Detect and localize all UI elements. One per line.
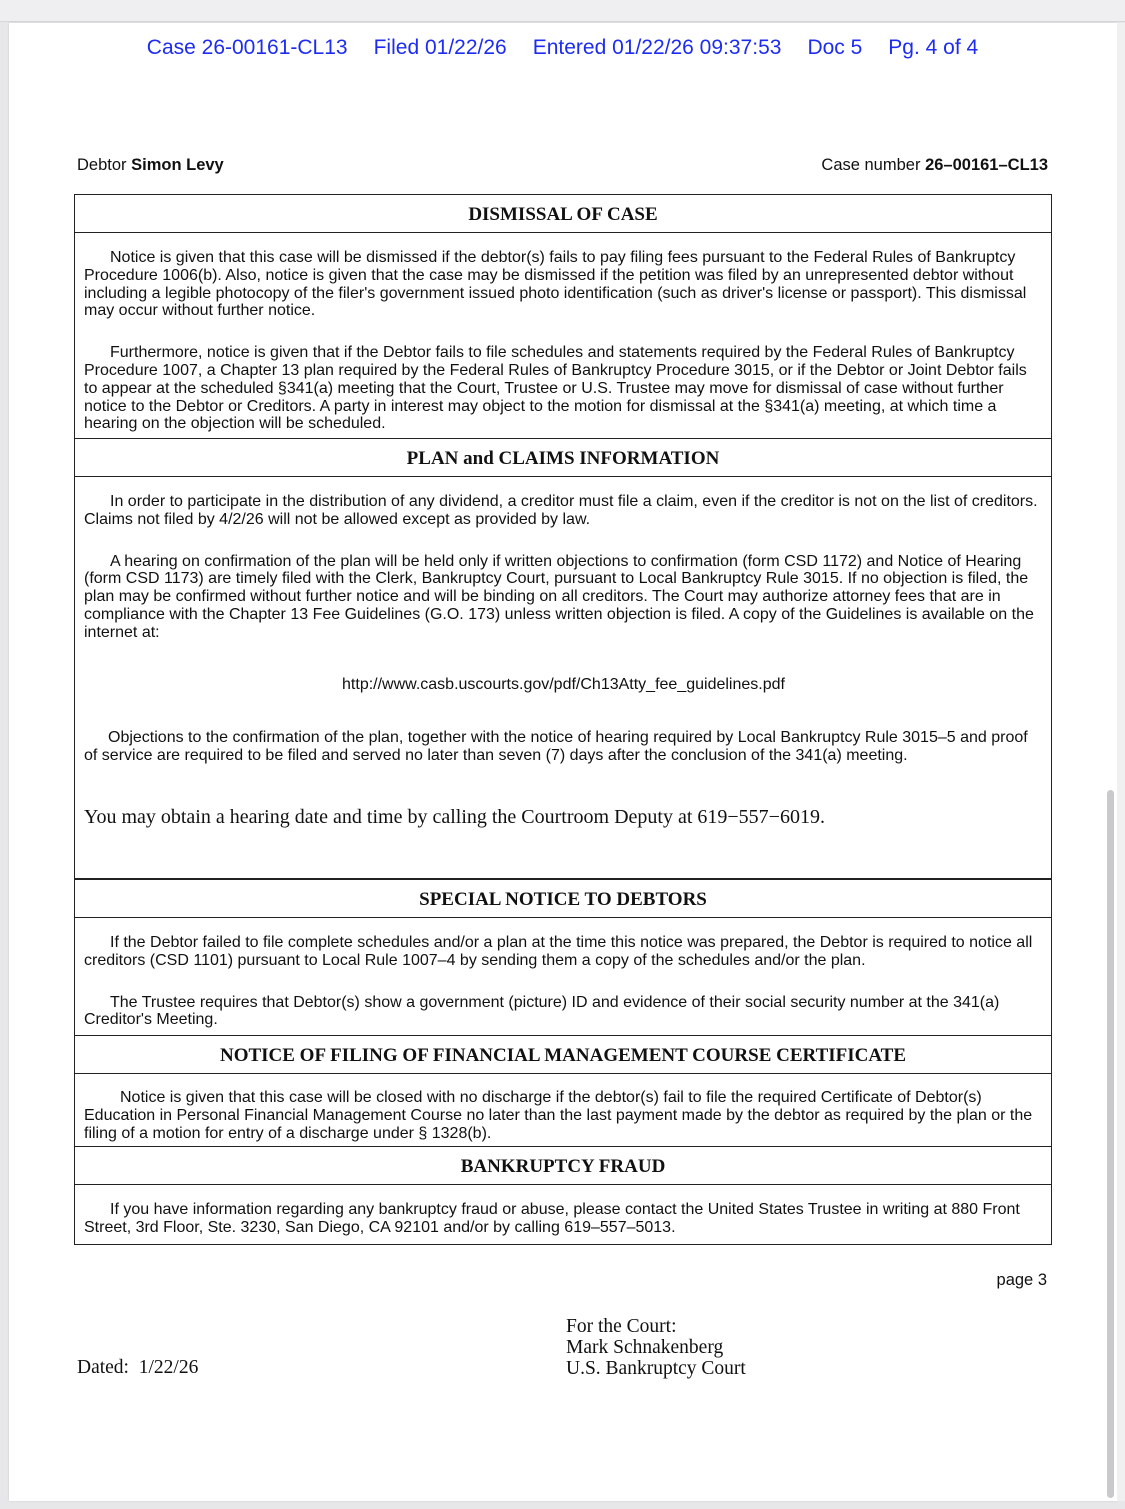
scrollbar-track — [1117, 23, 1125, 1501]
dismissal-paragraph-2: Furthermore, notice is given that if the Debtor fails to file schedules and statements required by the Federal Rules of Bankruptcy Procedure 1007, a Chapter 13 plan required by the Federal Rules of Bankruptcy Procedure 3015, or if the Debtor or Joint Debtor fails to appear at the scheduled §341(a) meeting that the Court, Trustee or U.S. Trustee may move for dismissal of case without further notice to the Debtor or Creditors. A party in interest may object to the motion for dismissal at the §341(a) meeting, at which time a hearing on the objection will be scheduled. — [84, 344, 1027, 433]
special-notice-heading: SPECIAL NOTICE TO DEBTORS — [75, 880, 1051, 918]
plan-claims-section — [74, 439, 1052, 879]
page-number-label: page 3 — [996, 1271, 1047, 1289]
course-certificate-heading: NOTICE OF FILING OF FINANCIAL MANAGEMENT COURSE CERTIFICATE — [75, 1036, 1051, 1074]
dismissal-heading: DISMISSAL OF CASE — [75, 195, 1051, 233]
special-paragraph-1: If the Debtor failed to file complete schedules and/or a plan at the time this notice was prepared, the Debtor is required to notice all creditors (CSD 1101) pursuant to Local Rule 1007–4 by sending them a copy of the schedules and/or the plan. — [84, 934, 1033, 969]
special-paragraph-2: The Trustee requires that Debtor(s) show a government (picture) ID and evidence of their social security number at the 341(a) Creditor's Meeting. — [84, 993, 1000, 1029]
bankruptcy-fraud-heading: BANKRUPTCY FRAUD — [75, 1147, 1051, 1185]
debtor-label: Debtor — [77, 156, 127, 174]
viewer-toolbar — [0, 0, 1125, 22]
scrollbar-thumb[interactable] — [1107, 790, 1114, 1498]
stamp-page: Pg. 4 of 4 — [888, 36, 979, 59]
hearing-date-line: You may obtain a hearing date and time by calling the Courtroom Deputy at 619−557−6019. — [84, 805, 825, 828]
signature-line-2: Mark Schnakenberg — [566, 1337, 724, 1358]
bankruptcy-fraud-section — [74, 1147, 1052, 1245]
debtor-name: Simon Levy — [131, 156, 224, 174]
fee-guidelines-link[interactable]: http://www.casb.uscourts.gov/pdf/Ch13Atty_fee_guidelines.pdf — [342, 675, 785, 693]
course-paragraph: Notice is given that this case will be closed with no discharge if the debtor(s) fail to file the required Certificate of Debtor(s) Education in Personal Financial Management Course no later than the last payment made by the debtor as required by the plan or the filing of a motion for entry of a discharge under § 1328(b). — [84, 1089, 1033, 1142]
special-notice-section — [74, 879, 1052, 1036]
plan-paragraph-3: Objections to the confirmation of the plan, together with the notice of hearing required by Local Bankruptcy Rule 3015–5 and proof of service are required to be filed and served no later than seven (7) days after the conclusion of the 341(a) meeting. — [84, 729, 1028, 765]
stamp-entered: Entered 01/22/26 09:37:53 — [532, 36, 782, 59]
case-number-value: 26–00161–CL13 — [925, 156, 1048, 174]
court-filing-stamp — [0, 36, 1125, 60]
case-number-line — [821, 156, 1048, 175]
case-number-label: Case number — [821, 156, 921, 174]
dated-label: Dated: — [77, 1357, 129, 1378]
fraud-paragraph: If you have information regarding any bankruptcy fraud or abuse, please contact the United States Trustee in writing at 880 Front Street, 3rd Floor, Ste. 3230, San Diego, CA 92101 and/or by calling 619–557–5013. — [84, 1201, 1020, 1236]
debtor-line — [77, 156, 224, 175]
dismissal-section — [74, 194, 1052, 439]
signature-line-3: U.S. Bankruptcy Court — [566, 1358, 746, 1379]
dated-value: 1/22/26 — [138, 1357, 199, 1378]
court-signature-block — [566, 1316, 746, 1379]
dated-line — [77, 1357, 198, 1379]
dismissal-paragraph-1: Notice is given that this case will be dismissed if the debtor(s) fails to pay filing fees pursuant to the Federal Rules of Bankruptcy Procedure 1006(b). Also, notice is given that the case may be dismissed if the petition was filed by an unrepresented debtor without including a legible photocopy of the filer's government issued photo identification (such as driver's license or passport). This dismissal may occur without further notice. — [84, 249, 1027, 320]
plan-paragraph-2: A hearing on confirmation of the plan will be held only if written objections to confirmation (form CSD 1172) and Notice of Hearing (form CSD 1173) are timely filed with the Clerk, Bankruptcy Court, pursuant to Local Bankruptcy Rule 3015. If no objection is filed, the plan may be confirmed without further notice and will be binding on all creditors. The Court may authorize attorney fees that are in compliance with the Chapter 13 Fee Guidelines (G.O. 173) unless written objection is filed. A copy of the Guidelines is available on the internet at: — [84, 552, 1034, 641]
stamp-case: Case 26-00161-CL13 — [146, 36, 348, 59]
stamp-doc: Doc 5 — [807, 36, 863, 59]
plan-paragraph-1: In order to participate in the distribution of any dividend, a creditor must file a claim, even if the creditor is not on the list of creditors. Claims not filed by 4/2/26 will not be allowed except as provided by law. — [84, 493, 1038, 528]
signature-line-1: For the Court: — [566, 1316, 677, 1337]
stamp-filed: Filed 01/22/26 — [373, 36, 507, 59]
course-certificate-section — [74, 1036, 1052, 1147]
plan-claims-heading: PLAN and CLAIMS INFORMATION — [75, 439, 1051, 477]
